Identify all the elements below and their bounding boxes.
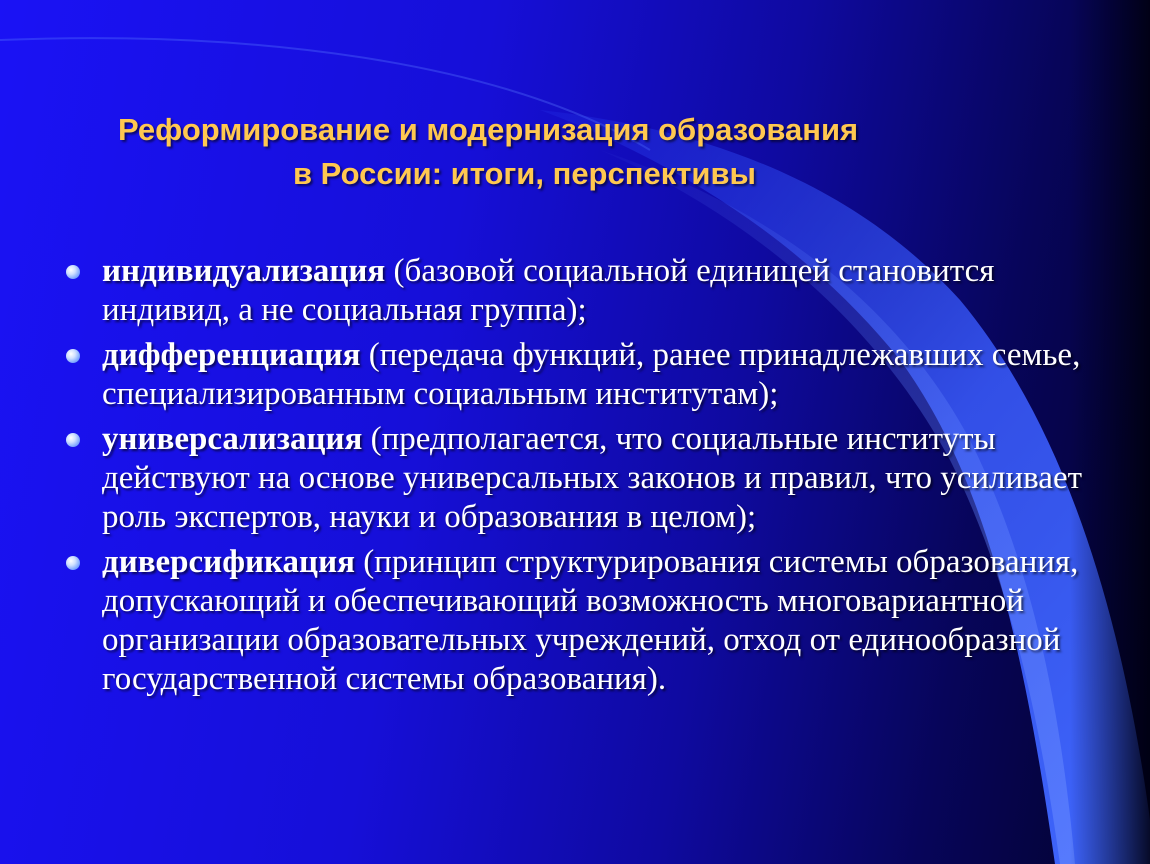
slide-title-line-2: в России: итоги, перспективы — [293, 156, 756, 191]
bullet-item-diversification — [64, 543, 1084, 699]
bullet-item-universalization — [64, 420, 1084, 537]
bullet-dot-icon — [66, 556, 80, 570]
bullet-item-differentiation — [64, 336, 1084, 414]
slide-title — [118, 108, 1038, 196]
bullet-text: (принцип структурирования системы образования, допускающий и обеспечивающий возможность многовариантной организации образовательных учреждений, отход от единообразной государственной системы образования). — [102, 544, 1079, 697]
bullet-dot-icon — [66, 433, 80, 447]
bullet-text: (предполагается, что социальные институты действуют на основе универсальных законов и правил, что усиливает роль экспертов, науки и образования в целом); — [102, 421, 1083, 535]
slide-title-line-1: Реформирование и модернизация образования — [118, 112, 859, 147]
bullet-item-individualization — [64, 252, 1084, 330]
bullet-term: дифференциация — [102, 337, 361, 373]
bullet-term: универсализация — [102, 421, 363, 457]
bullet-text: (передача функций, ранее принадлежавших семье, специализированным социальным институтам); — [102, 337, 1081, 412]
bullet-term: индивидуализация — [102, 253, 386, 289]
bullet-dot-icon — [66, 349, 80, 363]
bullet-term: диверсификация — [102, 544, 355, 580]
bullet-dot-icon — [66, 265, 80, 279]
bullet-list — [64, 252, 1084, 705]
bullet-text: (базовой социальной единицей становится индивид, а не социальная группа); — [102, 253, 995, 328]
